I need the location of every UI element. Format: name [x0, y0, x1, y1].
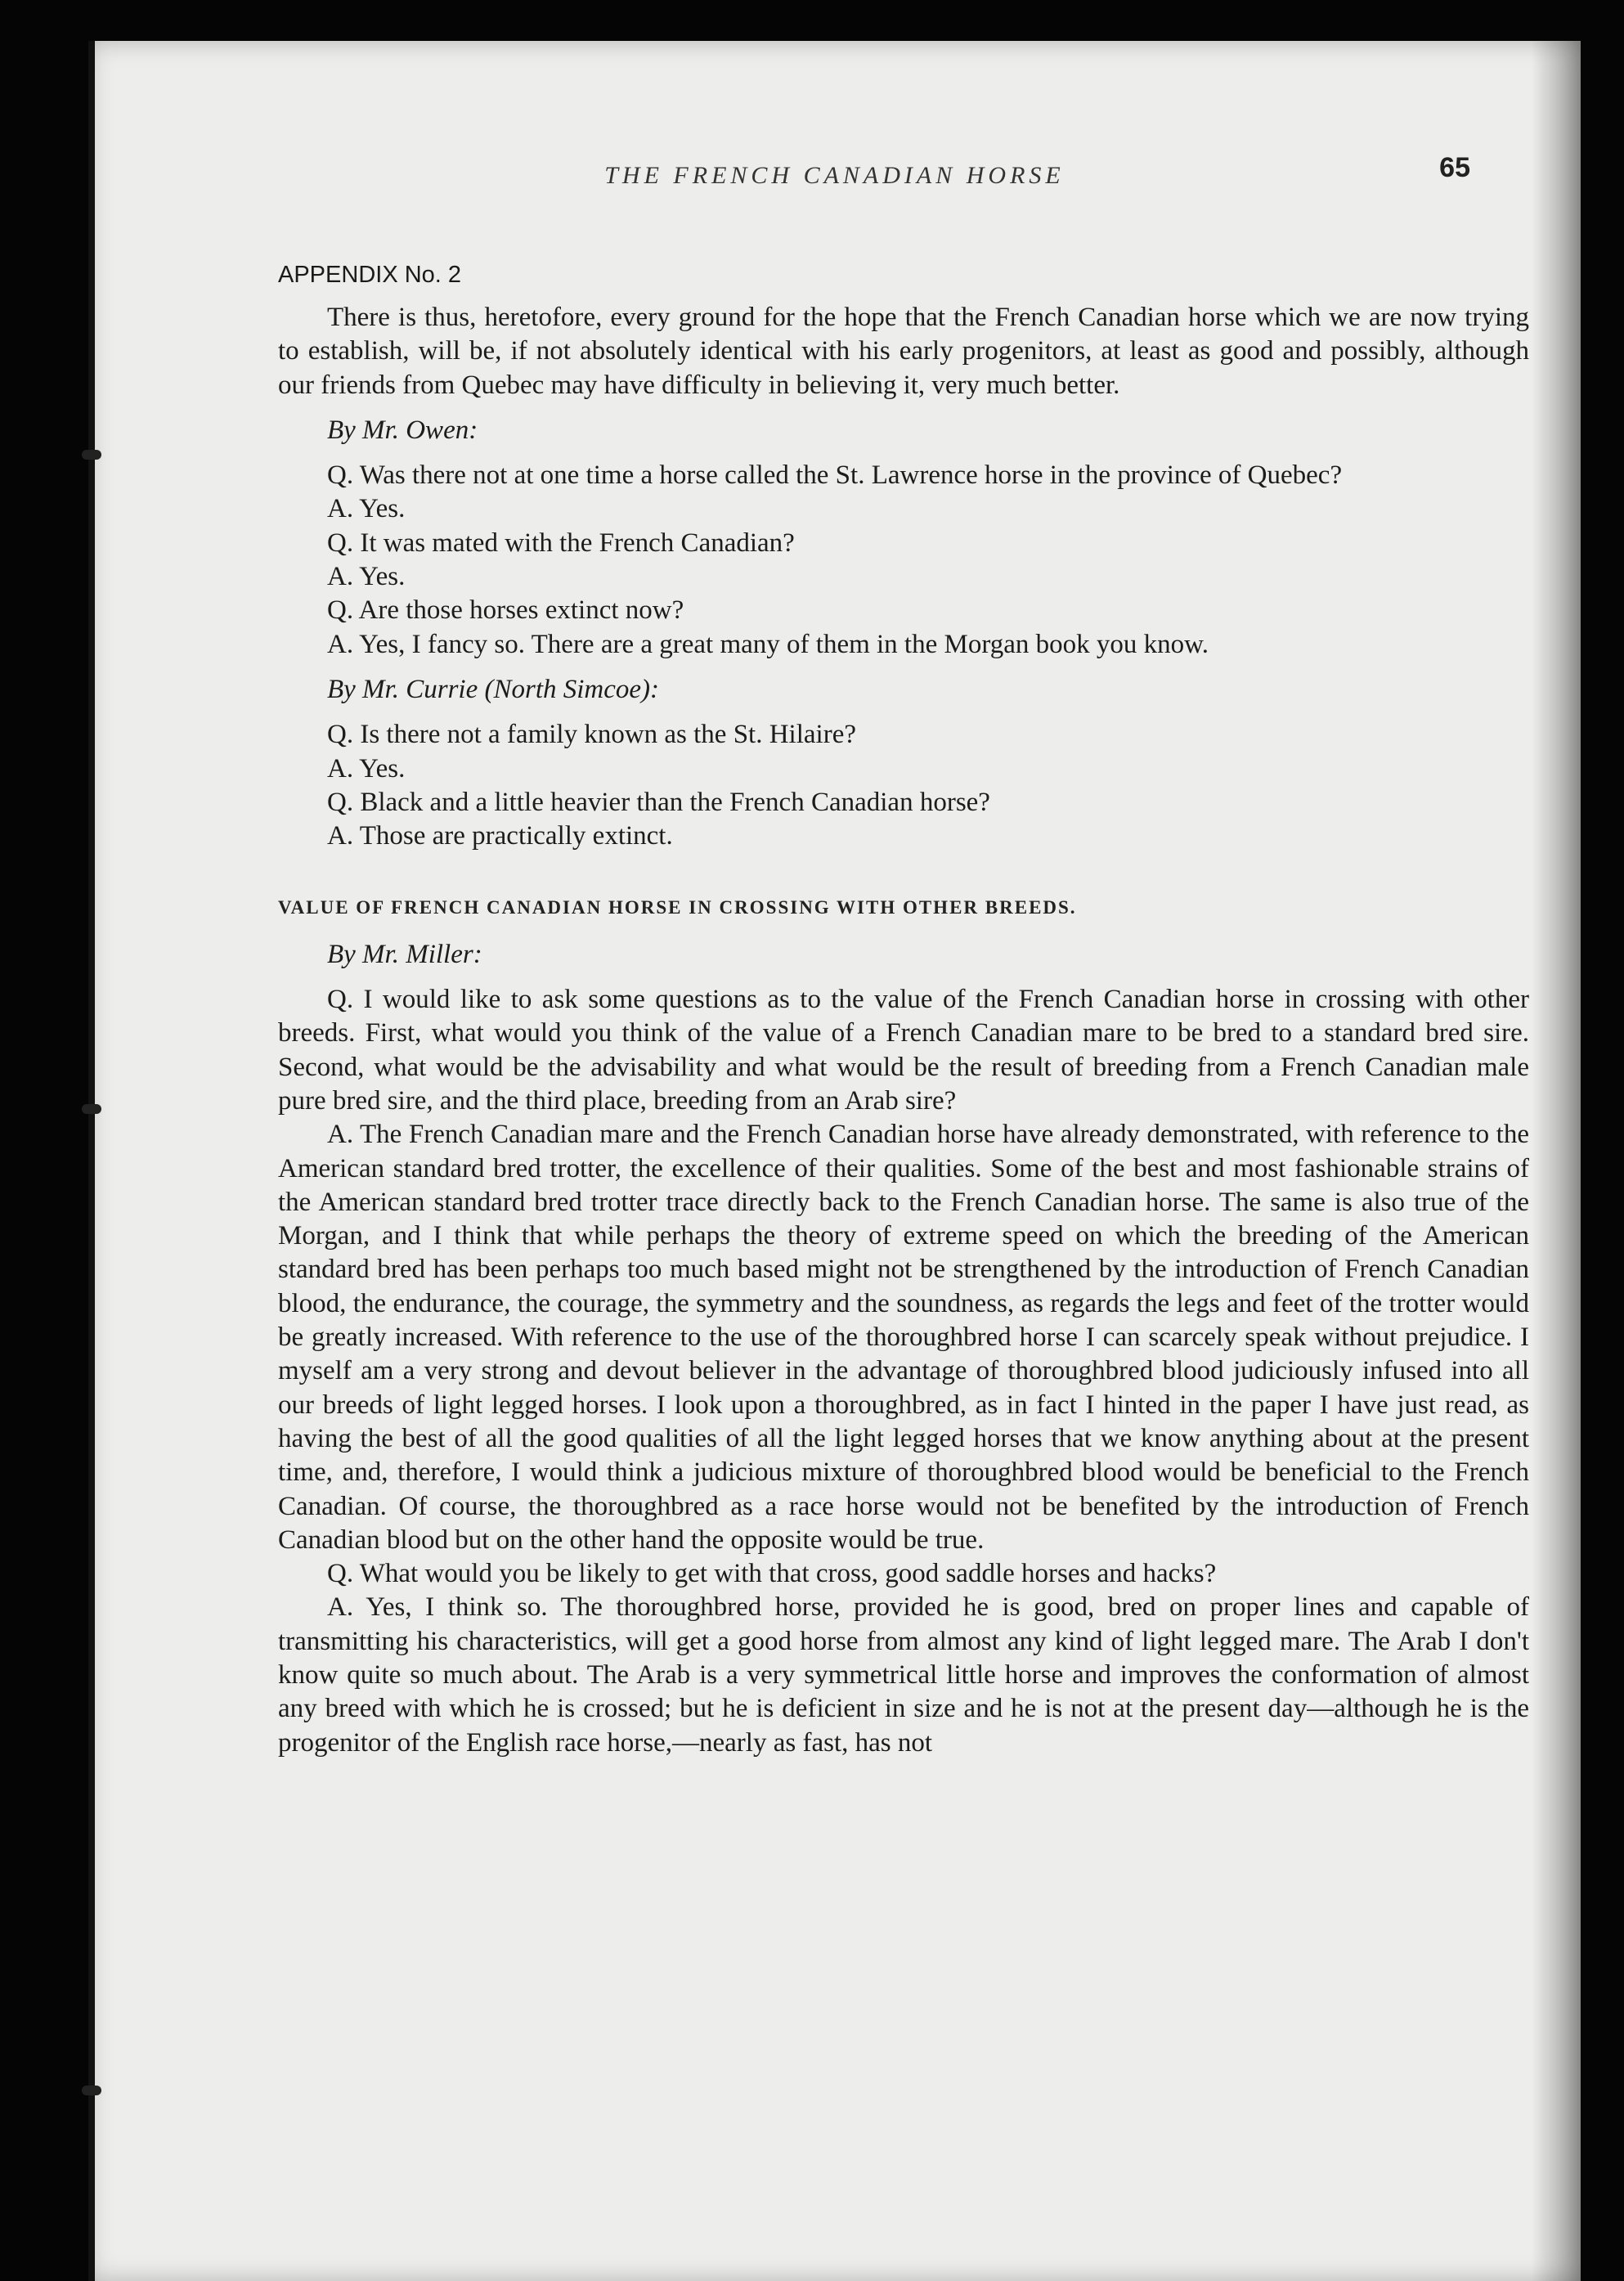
question: Q. I would like to ask some questions as to the value of the French Canadian horse in crossing with other breeds. First, what would you think of the value of a French Canadian mare to be bred to a standard bred sire. Second, what would be the advisability and what would be the result of breeding from a French Canadian male pure bred sire, and the third place, breeding from an Arab sire?	[278, 985, 1529, 1116]
answer: A. The French Canadian mare and the French Canadian horse have already demonstrated, with reference to the American standard bred trotter, the excellence of their qualities. Some of the best and most fashionable strains of the American standard bred trotter trace directly back to the French Canadian horse. The same is also true of the Morgan, and I think that while perhaps the theory of extreme speed on which the breeding of the American standard bred has been perhaps too much based might not be strengthened by the introduction of French Canadian blood, the endurance, the courage, the symmetry and the soundness, as regards the legs and feet of the trotter would be greatly increased. With reference to the use of the thoroughbred horse I can scarcely speak without prejudice. I myself am a very strong and devout believer in the advantage of thoroughbred blood judiciously infused into all our breeds of light legged horses. I look upon a thoroughbred, as in fact I hinted in the paper I have just read, as having the best of all the good qualities of all the light legged horses that we know anything about at the present time, and, therefore, I would think a judicious mixture of thoroughbred blood would be beneficial to the French Canadian. Of course, the thoroughbred as a race horse would not be benefited by the introduction of French Canadian blood but on the other hand the opposite would be true.	[278, 1120, 1529, 1555]
page-edge-shadow	[1532, 41, 1581, 2281]
byline-currie: By Mr. Currie (North Simcoe):	[327, 674, 660, 704]
answer: A. Those are practically extinct.	[327, 821, 673, 851]
byline-owen: By Mr. Owen:	[327, 415, 478, 445]
appendix-label: APPENDIX No. 2	[278, 262, 462, 288]
section-heading: VALUE OF FRENCH CANADIAN HORSE IN CROSSING WITH OTHER BREEDS.	[278, 897, 1077, 918]
binding-knob	[82, 2086, 101, 2095]
byline-miller: By Mr. Miller:	[327, 939, 482, 969]
answer: A. Yes.	[327, 562, 406, 592]
question: Q. Are those horses extinct now?	[327, 595, 684, 626]
running-head: THE FRENCH CANADIAN HORSE	[604, 162, 1065, 189]
binding-spine	[88, 41, 95, 2281]
question: Q. Black and a little heavier than the French Canadian horse?	[327, 787, 990, 817]
answer: A. Yes.	[327, 753, 406, 784]
answer: A. Yes, I think so. The thoroughbred horse, provided he is good, bred on proper lines and capable of transmitting his characteristics, will get a good horse from almost any kind of light legged mare. The Arab I don't know quite so much about. The Arab is a very symmetrical little horse and improves the conformation of almost any breed with which he is crossed; but he is deficient in size and he is not at the present day—although he is the progenitor of the English race horse,—nearly as fast, has not	[278, 1592, 1529, 1758]
question: Q. It was mated with the French Canadian?	[327, 528, 795, 558]
answer: A. Yes.	[327, 494, 406, 524]
intro-paragraph: There is thus, heretofore, every ground for the hope that the French Canadian horse which we are now trying to establish, will be, if not absolutely identical with his early progenitors, at least as good and possibly, although our friends from Quebec may have difficulty in believing it, very much better.	[278, 303, 1529, 400]
question: Q. Was there not at one time a horse called the St. Lawrence horse in the province of Quebec?	[327, 460, 1343, 491]
answer: A. Yes, I fancy so. There are a great many of them in the Morgan book you know.	[327, 629, 1209, 659]
question: Q. What would you be likely to get with that cross, good saddle horses and hacks?	[327, 1559, 1217, 1589]
book-page	[88, 41, 1581, 2281]
binding-knob	[82, 1104, 101, 1114]
page-number: 65	[1439, 152, 1470, 183]
binding-knob	[82, 450, 101, 460]
page-body	[278, 301, 1529, 1760]
question: Q. Is there not a family known as the St. Hilaire?	[327, 720, 856, 750]
